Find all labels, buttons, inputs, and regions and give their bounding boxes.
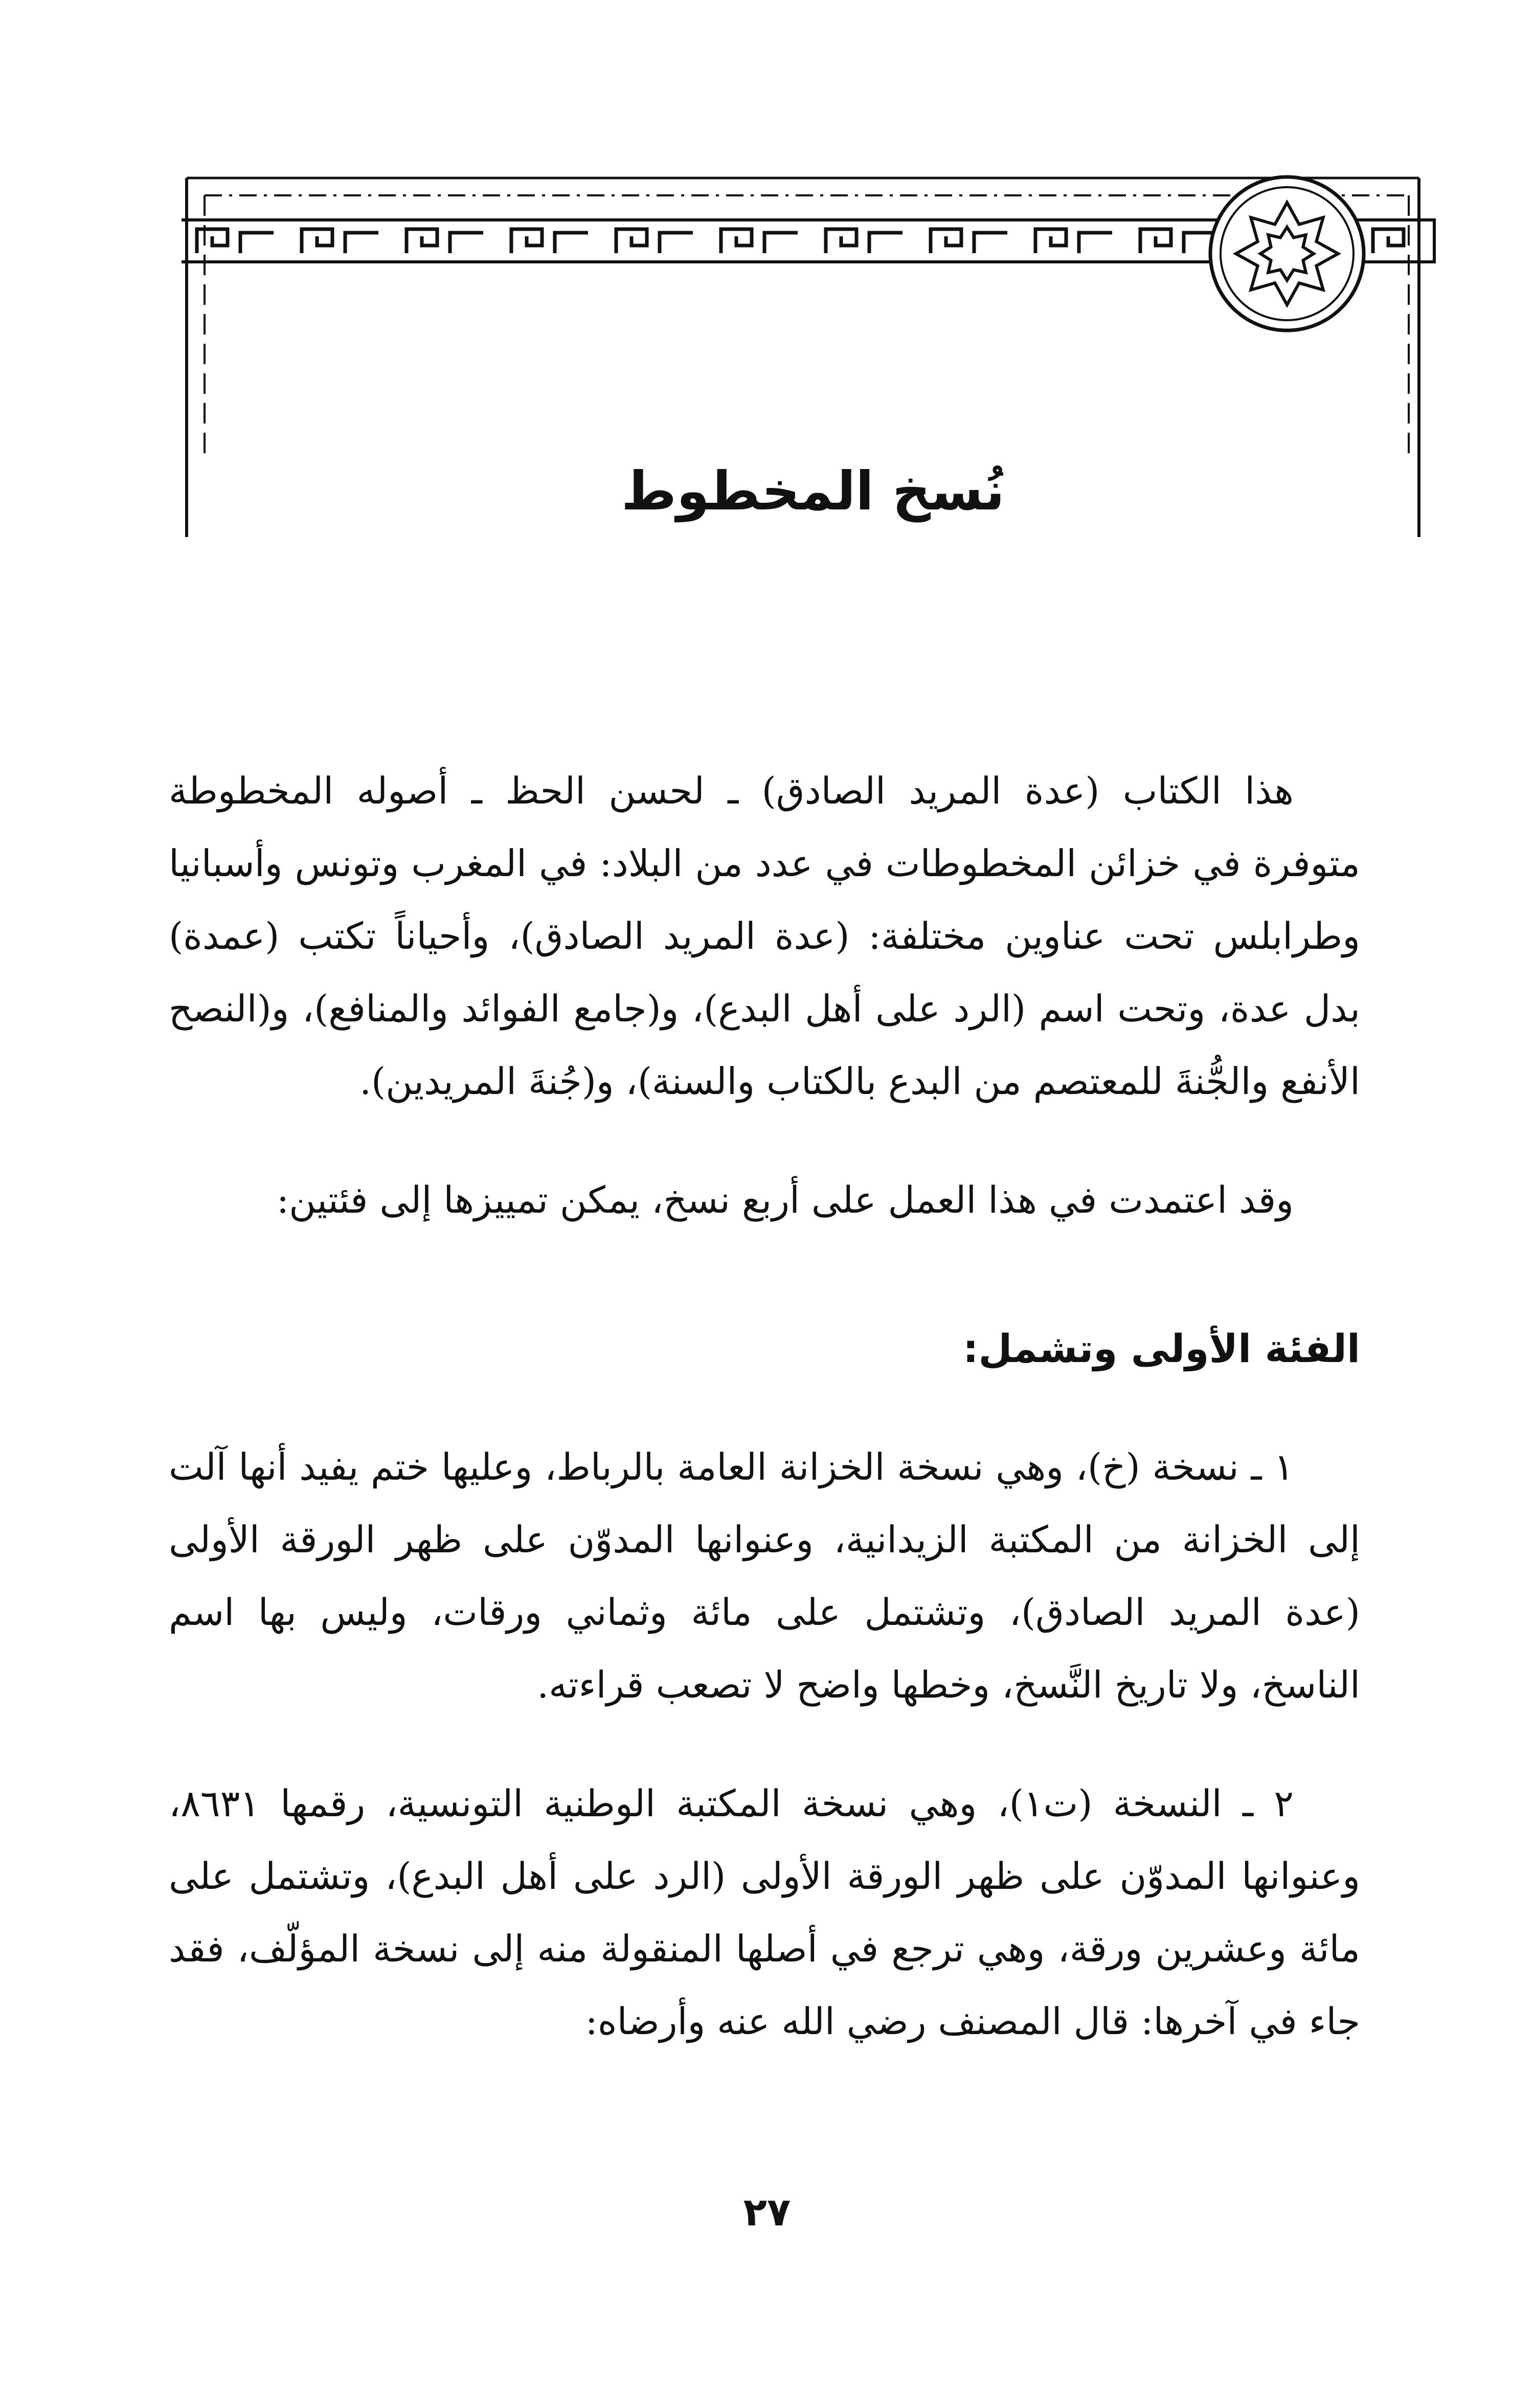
chapter-title: نُسخ المخطوط bbox=[621, 460, 1005, 522]
page-number: ٢٧ bbox=[743, 2189, 791, 2235]
section-gap bbox=[169, 1236, 1360, 1313]
paragraph-gap bbox=[169, 1721, 1360, 1767]
manuscript-item-1: ١ ـ نسخة (خ)، وهي نسخة الخزانة العامة بالرباط، وعليها ختم يفيد أنها آلت إلى الخزانة من المكتبة الزيدانية، وعنوانها المدوّن على ظهر الورقة الأولى (عدة المريد الصادق)، وتشتمل على مائة وثماني ورقات، وليس بها اسم الناسخ، ولا تاريخ النَّسخ، وخطها واضح لا تصعب قراءته. bbox=[169, 1445, 1360, 1706]
page-body bbox=[169, 754, 1360, 2058]
paragraph-gap bbox=[169, 1385, 1360, 1431]
intro-paragraph-1: هذا الكتاب (عدة المريد الصادق) ـ لحسن الحظ ـ أصوله المخطوطة متوفرة في خزائن المخطوطات في عدد من البلاد: في المغرب وتونس وأسبانيا وطرابلس تحت عناوين مختلفة: (عدة المريد الصادق)، وأحياناً تكتب (عمدة) بدل عدة، وتحت اسم (الرد على أهل البدع)، و(جامع الفوائد والمنافع)، و(النصح الأنفع والجُّنةَ للمعتصم من البدع بالكتاب والسنة)، و(جُنةَ المريدين). bbox=[169, 769, 1360, 1103]
paragraph-gap bbox=[169, 1118, 1360, 1164]
intro-paragraph-2: وقد اعتمدت في هذا العمل على أربع نسخ، يمكن تمييزها إلى فئتين: bbox=[276, 1178, 1294, 1221]
rosette-ornament bbox=[1210, 177, 1364, 330]
section-heading: الفئة الأولى وتشمل: bbox=[963, 1326, 1360, 1371]
manuscript-item-2: ٢ ـ النسخة (ت١)، وهي نسخة المكتبة الوطنية التونسية، رقمها ٨٦٣١، وعنوانها المدوّن على ظهر الورقة الأولى (الرد على أهل البدع)، وتشتمل على مائة وعشرين ورقة، وهي ترجع في أصلها المنقولة منه إلى نسخة المؤلّف، فقد جاء في آخرها: قال المصنف رضي الله عنه وأرضاه: bbox=[169, 1782, 1361, 2043]
